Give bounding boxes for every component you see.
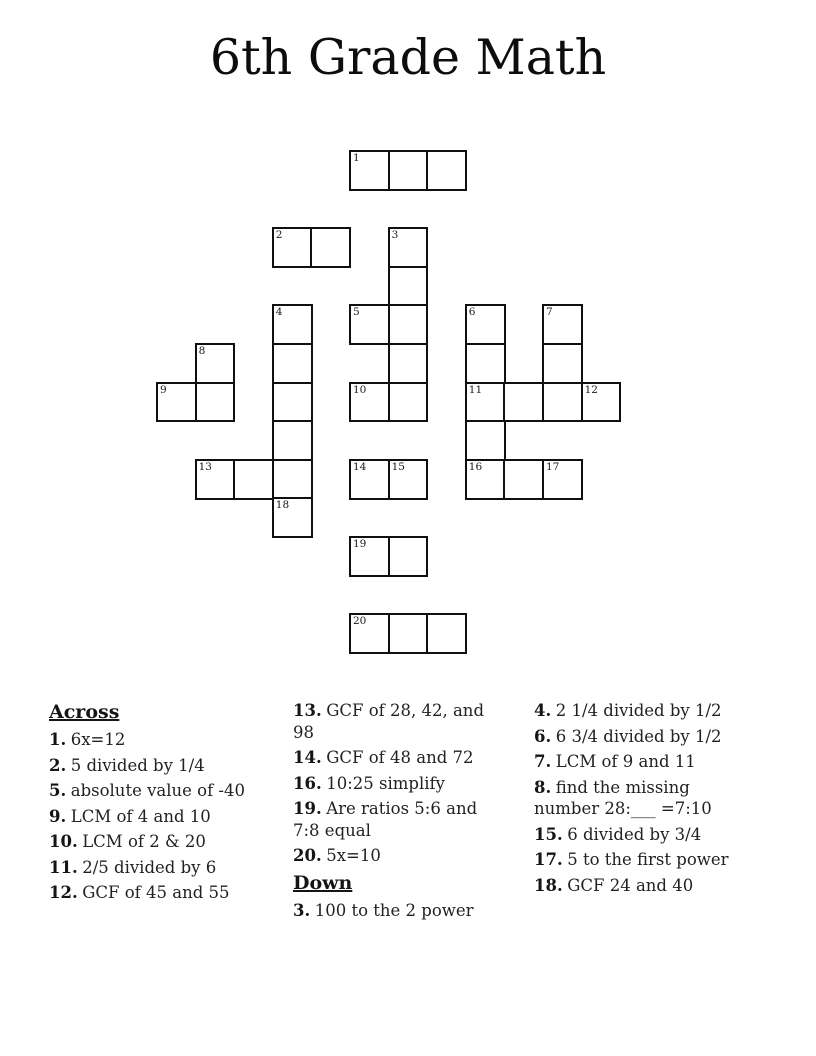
grid-cell: [426, 150, 467, 191]
clue-text: 10:25 simplify: [326, 773, 445, 793]
clue-text: 6 3/4 divided by 1/2: [555, 726, 722, 746]
grid-cell-19: [349, 536, 390, 577]
grid-cell: [272, 420, 313, 461]
clue-text: 100 to the 2 power: [314, 900, 474, 920]
grid-cell-4: [272, 304, 313, 345]
clue-9: [49, 806, 250, 828]
cell-number: 13: [198, 460, 212, 473]
cell-number: 2: [275, 229, 283, 242]
grid-cell-10: [349, 382, 390, 423]
cell-number: 15: [391, 460, 405, 473]
clue-heading-down: Down: [293, 871, 353, 894]
grid-cell: [272, 343, 313, 384]
clue-number: 7.: [534, 752, 552, 771]
grid-cell: [195, 382, 236, 423]
grid-cell: [465, 420, 506, 461]
clue-number: 18.: [534, 875, 563, 895]
clue-number: 11.: [49, 857, 78, 877]
clue-text: LCM of 4 and 10: [70, 806, 211, 826]
grid-cell: [233, 459, 274, 500]
grid-cell-9: [156, 382, 197, 423]
grid-cell: [272, 382, 313, 423]
grid-cell: [388, 343, 429, 384]
cell-number: 4: [275, 306, 283, 319]
grid-cell-13: [195, 459, 236, 500]
cell-number: 1: [353, 152, 360, 164]
grid-cell-3: [388, 227, 429, 268]
clue-text: 2/5 divided by 6: [82, 857, 217, 877]
clue-number: 5.: [49, 781, 67, 800]
clue-2: [49, 755, 250, 777]
grid-cell-18: [272, 497, 313, 538]
cell-number: 3: [391, 229, 399, 242]
clue-11: [49, 857, 250, 879]
grid-cell: [542, 382, 583, 423]
clue-14: [293, 747, 494, 769]
clue-16: [293, 773, 494, 795]
grid-cell-20: [349, 613, 390, 654]
grid-cell: [388, 266, 429, 307]
clue-number: 16.: [293, 773, 322, 793]
grid-cell-2: [272, 227, 313, 268]
grid-cell-1: [349, 150, 390, 191]
clue-6: [534, 726, 735, 748]
clue-15: [534, 824, 735, 846]
clue-text: 2 1/4 divided by 1/2: [555, 701, 722, 720]
grid-cell-7: [542, 304, 583, 345]
clue-text: Are ratios 5:6 and 7:8 equal: [293, 799, 478, 840]
grid-cell: [310, 227, 351, 268]
grid-cell: [388, 536, 429, 577]
clue-13: [293, 700, 494, 743]
grid-cell: [388, 613, 429, 654]
cell-number: 6: [468, 306, 476, 319]
clue-5: [49, 780, 250, 802]
cell-number: 18: [275, 499, 290, 512]
clue-text: GCF of 48 and 72: [326, 748, 474, 767]
clue-column-1: [49, 700, 250, 908]
clue-number: 4.: [534, 701, 552, 720]
clue-number: 12.: [49, 883, 78, 902]
grid-cell: [503, 459, 544, 500]
cell-number: 19: [353, 538, 367, 550]
clue-number: 15.: [534, 824, 563, 844]
cell-number: 9: [160, 383, 167, 396]
grid-cell-17: [542, 459, 583, 500]
grid-cell-12: [581, 382, 622, 423]
cell-number: 12: [584, 383, 598, 396]
clue-text: find the missing number 28:___ =7:10: [534, 777, 712, 818]
clue-number: 20.: [293, 846, 322, 865]
clue-number: 8.: [534, 777, 552, 797]
grid-cell-6: [465, 304, 506, 345]
grid-cell: [388, 150, 429, 191]
clue-17: [534, 849, 735, 871]
grid-cell: [542, 343, 583, 384]
clue-text: LCM of 9 and 11: [555, 752, 696, 771]
grid-cell-8: [195, 343, 236, 384]
clue-number: 13.: [293, 701, 322, 720]
clue-number: 9.: [49, 806, 67, 826]
clue-10: [49, 831, 250, 853]
clue-text: 6 divided by 3/4: [567, 824, 702, 844]
cell-number: 16: [468, 460, 483, 473]
grid-cell: [388, 304, 429, 345]
clue-3: [293, 900, 494, 922]
cell-number: 11: [468, 383, 483, 396]
clue-18: [534, 875, 735, 897]
clue-text: 6x=12: [70, 730, 126, 749]
grid-cell-15: [388, 459, 429, 500]
cell-number: 5: [353, 306, 360, 319]
clue-number: 2.: [49, 755, 67, 775]
clue-number: 10.: [49, 832, 78, 851]
clue-19: [293, 798, 494, 841]
clue-heading-across: Across: [49, 701, 120, 723]
grid-cell: [465, 343, 506, 384]
clue-4: [534, 700, 735, 722]
grid-cell: [426, 613, 467, 654]
clue-1: [49, 729, 250, 751]
grid-cell: [388, 382, 429, 423]
page-title: 6th Grade Math: [209, 29, 607, 86]
cell-number: 10: [353, 383, 367, 396]
clue-text: 5 to the first power: [567, 850, 729, 869]
clue-12: [49, 882, 250, 904]
grid-cell-11: [465, 382, 506, 423]
clue-7: [534, 751, 735, 773]
clue-number: 17.: [534, 850, 563, 869]
clue-text: GCF 24 and 40: [567, 875, 694, 895]
grid-cell-14: [349, 459, 390, 500]
grid-cell-5: [349, 304, 390, 345]
grid-cell: [272, 459, 313, 500]
clue-text: GCF of 28, 42, and 98: [293, 701, 484, 742]
clue-number: 3.: [293, 900, 311, 920]
clue-number: 14.: [293, 748, 322, 767]
clue-text: absolute value of -40: [70, 781, 246, 800]
clue-text: LCM of 2 & 20: [82, 832, 206, 851]
cell-number: 17: [546, 460, 560, 473]
clue-column-2: [293, 700, 494, 925]
cell-number: 14: [353, 460, 367, 473]
clue-8: [534, 777, 735, 820]
grid-cell-16: [465, 459, 506, 500]
cell-number: 8: [198, 345, 206, 357]
clue-text: 5x=10: [326, 846, 381, 865]
clue-number: 6.: [534, 726, 552, 746]
clues-section: [49, 700, 735, 925]
clue-number: 19.: [293, 799, 322, 818]
cell-number: 20: [353, 615, 367, 628]
clue-text: GCF of 45 and 55: [82, 883, 230, 902]
clue-text: 5 divided by 1/4: [70, 755, 205, 775]
cell-number: 7: [546, 306, 553, 319]
clue-number: 1.: [49, 730, 67, 749]
clue-column-3: [534, 700, 735, 900]
grid-cell: [503, 382, 544, 423]
clue-20: [293, 845, 494, 867]
